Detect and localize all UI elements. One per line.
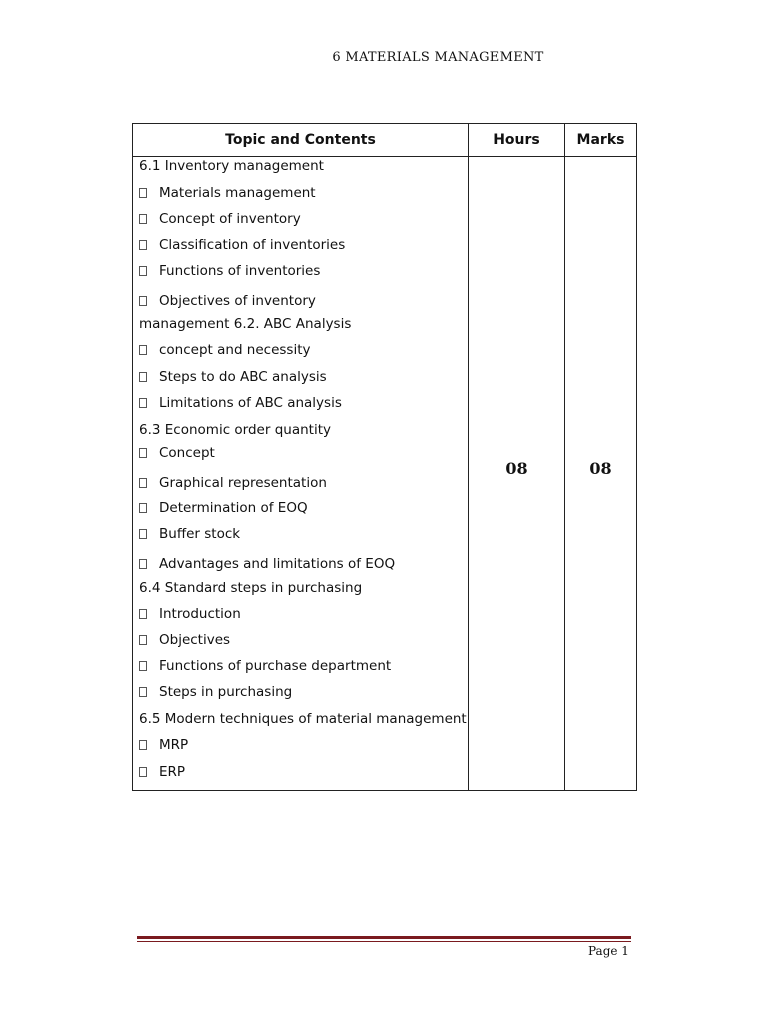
bullet-item <box>139 211 301 227</box>
line-text: Steps to do ABC analysis <box>159 369 327 385</box>
checkbox-bullet-icon <box>139 503 147 513</box>
bullet-item <box>139 684 292 700</box>
checkbox-bullet-icon <box>139 345 147 355</box>
section-heading <box>139 316 351 332</box>
bullet-item <box>139 737 188 753</box>
line-text: Graphical representation <box>159 475 327 491</box>
bullet-item <box>139 606 241 622</box>
checkbox-bullet-icon <box>139 448 147 458</box>
bullet-item <box>139 237 345 253</box>
line-text: ERP <box>159 764 186 780</box>
bullet-item <box>139 445 215 461</box>
checkbox-bullet-icon <box>139 266 147 276</box>
bullet-item <box>139 526 240 542</box>
bullet-item <box>139 658 391 674</box>
header-divider <box>133 156 636 157</box>
bullet-item <box>139 293 316 309</box>
header-hours: Hours <box>493 132 540 148</box>
checkbox-bullet-icon <box>139 687 147 697</box>
line-text: Classification of inventories <box>159 237 346 253</box>
checkbox-bullet-icon <box>139 635 147 645</box>
section-heading <box>139 422 331 438</box>
checkbox-bullet-icon <box>139 398 147 408</box>
checkbox-bullet-icon <box>139 372 147 382</box>
checkbox-bullet-icon <box>139 767 147 777</box>
line-text: Steps in purchasing <box>159 684 293 700</box>
bullet-item <box>139 500 308 516</box>
column-divider <box>468 124 469 790</box>
line-text: Introduction <box>159 606 241 622</box>
page-title: 6 MATERIALS MANAGEMENT <box>332 50 544 65</box>
bullet-item <box>139 342 311 358</box>
header-topic: Topic and Contents <box>225 132 376 148</box>
checkbox-bullet-icon <box>139 478 147 488</box>
bullet-item <box>139 263 320 279</box>
checkbox-bullet-icon <box>139 296 147 306</box>
bullet-item <box>139 185 316 201</box>
bullet-item <box>139 556 395 572</box>
line-text: 6.4 Standard steps in purchasing <box>139 580 363 596</box>
line-text: MRP <box>159 737 189 753</box>
footer-rule <box>137 936 631 939</box>
line-text: Materials management <box>159 185 316 201</box>
line-text: Concept of inventory <box>159 211 301 227</box>
line-text: 6.5 Modern techniques of material management <box>139 711 467 727</box>
line-text: Objectives <box>159 632 231 648</box>
checkbox-bullet-icon <box>139 188 147 198</box>
section-heading <box>139 711 467 727</box>
checkbox-bullet-icon <box>139 240 147 250</box>
bullet-item <box>139 764 185 780</box>
bullet-item <box>139 395 342 411</box>
column-divider <box>564 124 565 790</box>
checkbox-bullet-icon <box>139 740 147 750</box>
hours-value: 08 <box>505 459 528 478</box>
bullet-item <box>139 369 327 385</box>
checkbox-bullet-icon <box>139 214 147 224</box>
line-text: Buffer stock <box>159 526 241 542</box>
line-text: 6.3 Economic order quantity <box>139 422 331 438</box>
page-number: Page 1 <box>588 944 629 958</box>
bullet-item <box>139 632 230 648</box>
line-text: Limitations of ABC analysis <box>159 395 342 411</box>
checkbox-bullet-icon <box>139 559 147 569</box>
line-text: Objectives of inventory <box>159 293 316 309</box>
line-text: management 6.2. ABC Analysis <box>139 316 352 332</box>
line-text: Functions of purchase department <box>159 658 392 674</box>
checkbox-bullet-icon <box>139 529 147 539</box>
section-heading <box>139 580 362 596</box>
line-text: Concept <box>159 445 215 461</box>
marks-value: 08 <box>589 459 612 478</box>
checkbox-bullet-icon <box>139 609 147 619</box>
section-heading <box>139 158 324 174</box>
line-text: 6.1 Inventory management <box>139 158 324 174</box>
syllabus-table <box>132 123 637 791</box>
header-marks: Marks <box>576 132 625 148</box>
line-text: Functions of inventories <box>159 263 321 279</box>
bullet-item <box>139 475 327 491</box>
line-text: Determination of EOQ <box>159 500 308 516</box>
footer-rule-thin <box>137 941 631 942</box>
checkbox-bullet-icon <box>139 661 147 671</box>
line-text: Advantages and limitations of EOQ <box>159 556 396 572</box>
line-text: concept and necessity <box>159 342 311 358</box>
